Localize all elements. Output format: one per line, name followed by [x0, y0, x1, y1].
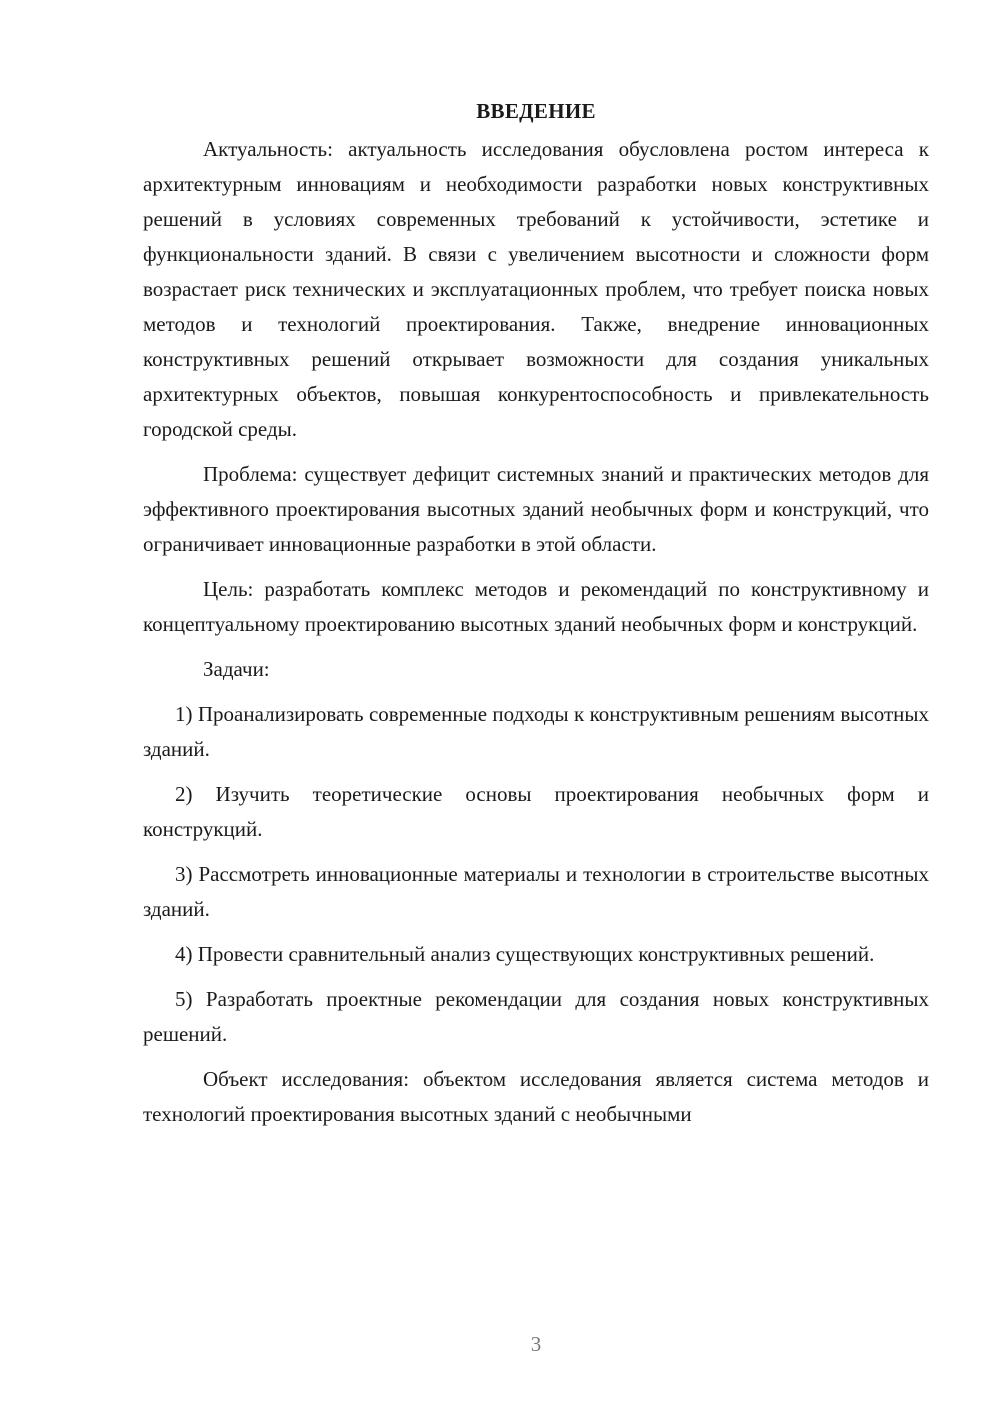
section-title: ВВЕДЕНИЕ [476, 99, 596, 123]
paragraph-tasks-heading: Задачи: [203, 657, 270, 681]
task-item-3: 3) Рассмотреть инновационные материалы и технологии в строительстве высотных зданий. [143, 862, 929, 921]
page-content [143, 96, 929, 1142]
task-item-1: 1) Проанализировать современные подходы к конструктивным решениям высотных зданий. [143, 702, 929, 761]
paragraph-goal: Цель: разработать комплекс методов и рекомендаций по конструктивному и концептуальному проектированию высотных зданий необычных форм и конструкций. [143, 577, 929, 636]
page-number: 3 [530, 1332, 542, 1356]
paragraph-research-object: Объект исследования: объектом исследования является система методов и технологий проектирования высотных зданий с необычными [143, 1067, 929, 1126]
task-item-4: 4) Провести сравнительный анализ существующих конструктивных решений. [175, 942, 875, 966]
paragraph-problem: Проблема: существует дефицит системных знаний и практических методов для эффективного проектирования высотных зданий необычных форм и конструкций, что ограничивает инновационные разработки в этой области. [143, 462, 929, 556]
task-item-2: 2) Изучить теоретические основы проектирования необычных форм и конструкций. [143, 782, 929, 841]
paragraph-relevance: Актуальность: актуальность исследования обусловлена ростом интереса к архитектурным инновациям и необходимости разработки новых конструктивных решений в условиях современных требований к устойчивости, эстетике и функциональности зданий. В связи с увеличением высотности и сложности форм возрастает риск технических и эксплуатационных проблем, что требует поиска новых методов и технологий проектирования. Также, внедрение инновационных конструктивных решений открывает возможности для создания уникальных архитектурных объектов, повышая конкурентоспособность и привлекательность городской среды. [143, 137, 929, 441]
task-item-5: 5) Разработать проектные рекомендации для создания новых конструктивных решений. [143, 987, 929, 1046]
